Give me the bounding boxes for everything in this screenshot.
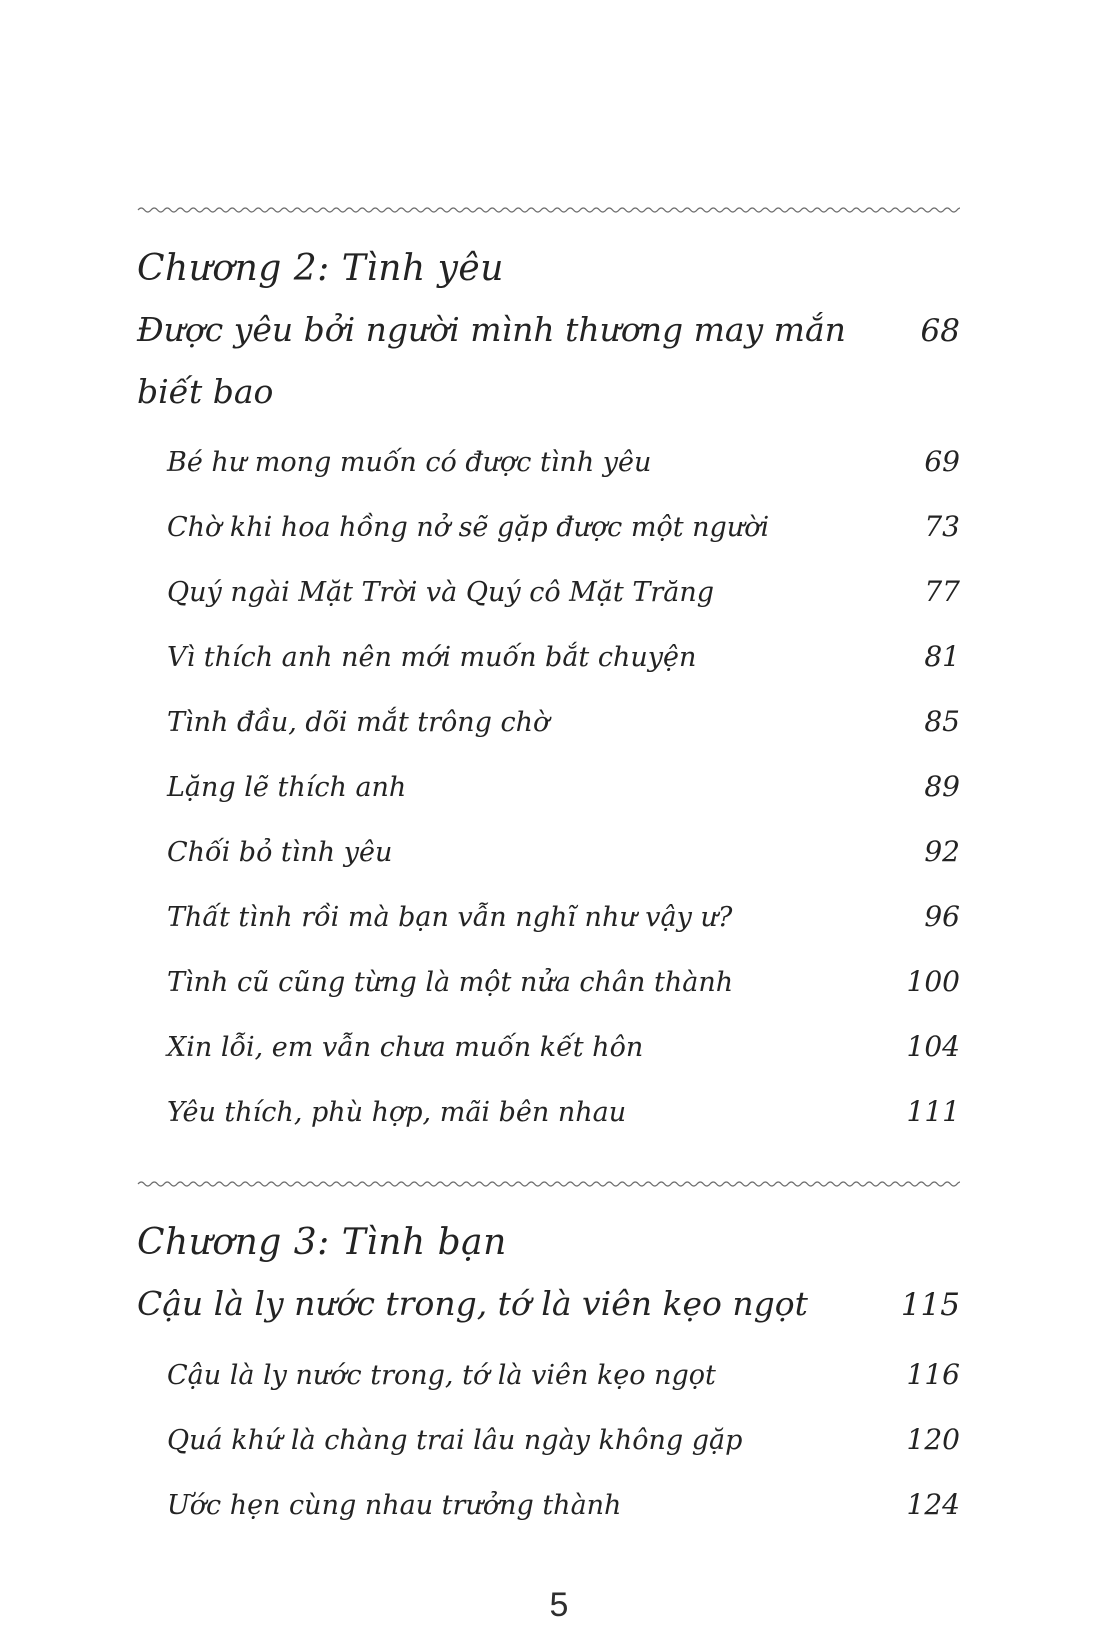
entry-title: Ước hẹn cùng nhau trưởng thành bbox=[167, 1490, 622, 1521]
entry-title: Quý ngài Mặt Trời và Quý cô Mặt Trăng bbox=[167, 577, 715, 608]
toc-entry bbox=[137, 495, 960, 560]
entry-page-number: 104 bbox=[906, 1030, 960, 1063]
entry-title: Tình đầu, dõi mắt trông chờ bbox=[167, 707, 550, 738]
chapter-subtitle-row bbox=[137, 1273, 960, 1336]
entry-title: Thất tình rồi mà bạn vẫn nghĩ như vậy ư? bbox=[167, 902, 733, 933]
wavy-divider bbox=[137, 1179, 960, 1188]
chapter-subtitle: Được yêu bởi người mình thương may mắn biết bao bbox=[137, 310, 846, 411]
wavy-divider bbox=[137, 205, 960, 214]
entry-title: Xin lỗi, em vẫn chưa muốn kết hôn bbox=[167, 1032, 644, 1063]
entry-page-number: 81 bbox=[924, 640, 960, 673]
entry-page-number: 92 bbox=[924, 835, 960, 868]
wavy-divider-line bbox=[138, 208, 960, 212]
entry-page-number: 124 bbox=[906, 1488, 960, 1521]
entry-page-number: 116 bbox=[906, 1358, 960, 1391]
entry-page-number: 111 bbox=[906, 1095, 960, 1128]
chapter-heading: Chương 3: Tình bạn bbox=[137, 1222, 507, 1263]
toc-entry bbox=[137, 820, 960, 885]
chapter-subtitle-page-number: 115 bbox=[900, 1287, 960, 1323]
toc-entry bbox=[137, 690, 960, 755]
entry-title: Lặng lẽ thích anh bbox=[167, 772, 407, 803]
toc-entry bbox=[137, 1343, 960, 1408]
chapter-subtitle-row bbox=[137, 299, 960, 423]
entry-title: Chờ khi hoa hồng nở sẽ gặp được một người bbox=[167, 512, 770, 543]
toc-section bbox=[137, 1179, 960, 1538]
entry-page-number: 73 bbox=[924, 510, 960, 543]
entry-list bbox=[137, 430, 960, 1145]
wavy-divider-line bbox=[138, 1182, 960, 1186]
entry-title: Quá khứ là chàng trai lâu ngày không gặp bbox=[167, 1425, 743, 1456]
toc-entry bbox=[137, 1080, 960, 1145]
entry-page-number: 85 bbox=[924, 705, 960, 738]
entry-page-number: 96 bbox=[924, 900, 960, 933]
entry-title: Chối bỏ tình yêu bbox=[167, 837, 393, 868]
toc-entry bbox=[137, 1473, 960, 1538]
entry-page-number: 120 bbox=[906, 1423, 960, 1456]
entry-title: Tình cũ cũng từng là một nửa chân thành bbox=[167, 967, 734, 998]
entry-title: Cậu là ly nước trong, tớ là viên kẹo ngọt bbox=[167, 1360, 716, 1391]
toc-entry bbox=[137, 625, 960, 690]
entry-list bbox=[137, 1343, 960, 1538]
toc-entry bbox=[137, 885, 960, 950]
toc-section bbox=[137, 205, 960, 1145]
toc-entry bbox=[137, 1015, 960, 1080]
toc-entry bbox=[137, 1408, 960, 1473]
page-number: 5 bbox=[549, 1586, 570, 1624]
entry-page-number: 89 bbox=[924, 770, 960, 803]
toc-entry bbox=[137, 755, 960, 820]
entry-page-number: 100 bbox=[906, 965, 960, 998]
toc-entry bbox=[137, 560, 960, 625]
entry-title: Vì thích anh nên mới muốn bắt chuyện bbox=[167, 642, 697, 673]
page-footer bbox=[0, 1586, 1119, 1624]
toc-entry bbox=[137, 950, 960, 1015]
entry-page-number: 69 bbox=[924, 445, 960, 478]
chapter-heading: Chương 2: Tình yêu bbox=[137, 248, 504, 289]
entry-page-number: 77 bbox=[924, 575, 960, 608]
entry-title: Bé hư mong muốn có được tình yêu bbox=[167, 447, 652, 478]
entry-title: Yêu thích, phù hợp, mãi bên nhau bbox=[167, 1097, 627, 1128]
chapter-subtitle-page-number: 68 bbox=[920, 313, 960, 349]
toc-entry bbox=[137, 430, 960, 495]
chapter-subtitle: Cậu là ly nước trong, tớ là viên kẹo ngọt bbox=[137, 1284, 808, 1323]
